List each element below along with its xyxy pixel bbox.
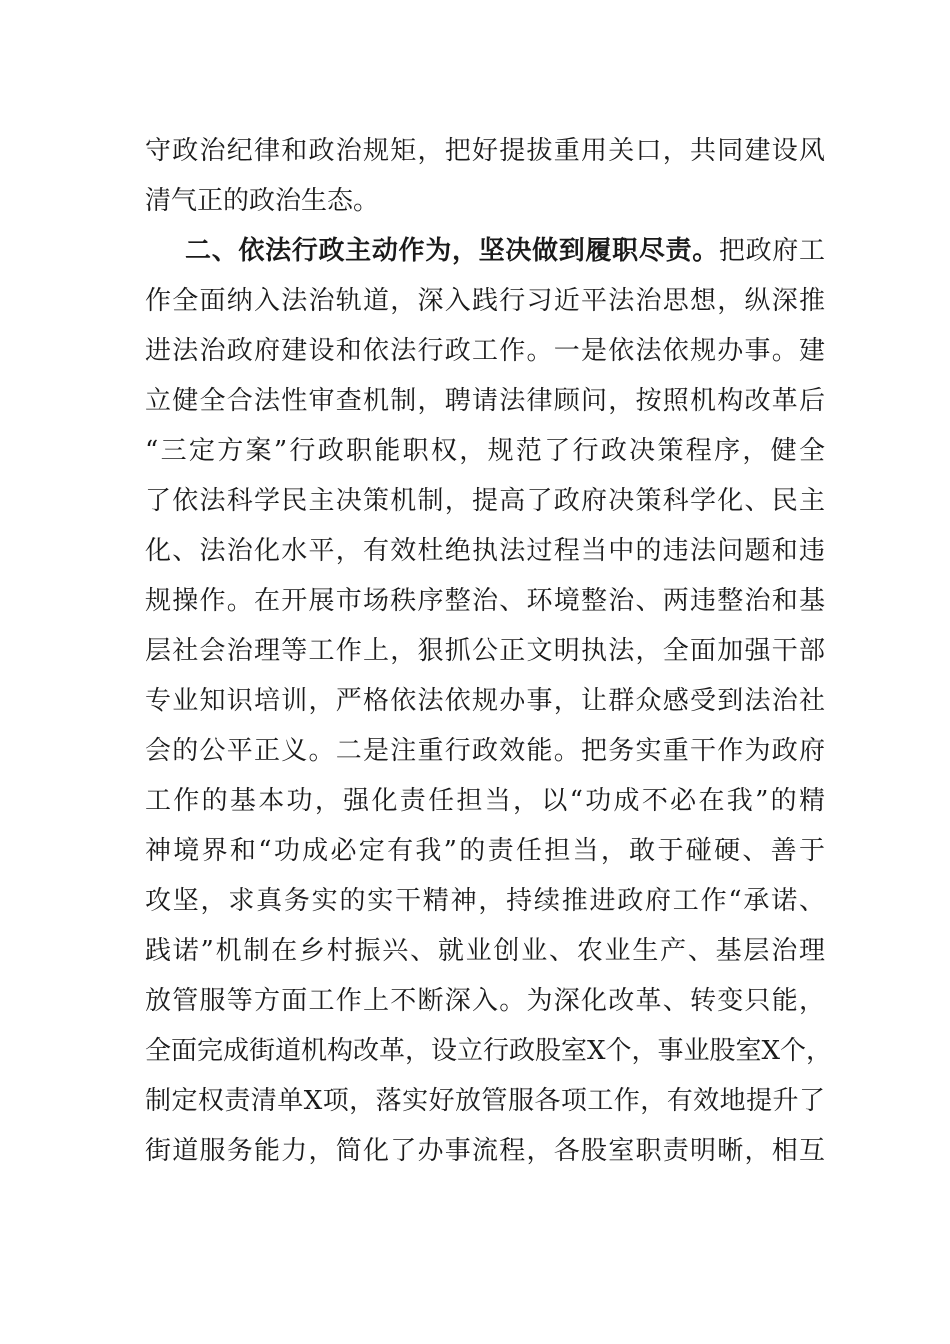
text-line: 进法治政府建设和依法行政工作。一是依法依规办事。建: [145, 336, 825, 366]
text-line: 会的公平正义。二是注重行政效能。把务实重干作为政府: [145, 736, 825, 766]
text-line: 工作的基本功，强化责任担当，以“功成不必在我”的精: [145, 786, 825, 816]
text-line: 攻坚，求真务实的实干精神，持续推进政府工作“承诺、: [145, 886, 825, 916]
text-line: 全面完成街道机构改革，设立行政股室X个，事业股室X个，: [145, 1036, 833, 1066]
text-line: 神境界和“功成必定有我”的责任担当，敢于碰硬、善于: [145, 836, 825, 866]
text-line: 立健全合法性审查机制，聘请法律顾问，按照机构改革后: [145, 386, 825, 416]
text-line: 作全面纳入法治轨道，深入践行习近平法治思想，纵深推: [145, 286, 825, 316]
text-line: 层社会治理等工作上，狠抓公正文明执法，全面加强干部: [145, 636, 825, 666]
text-line: “三定方案”行政职能职权，规范了行政决策程序，健全: [145, 436, 825, 466]
text-span: 把政府工: [718, 236, 825, 266]
document-body: [145, 126, 833, 1176]
text-line: 街道服务能力，简化了办事流程，各股室职责明晰，相互: [145, 1136, 825, 1166]
text-line: 制定权责清单X项，落实好放管服各项工作，有效地提升了: [145, 1086, 825, 1116]
section-heading: 二、依法行政主动作为，坚决做到履职尽责。: [185, 236, 719, 266]
text-line: [145, 226, 825, 276]
text-line: 专业知识培训，严格依法依规办事，让群众感受到法治社: [145, 686, 825, 716]
text-line: 规操作。在开展市场秩序整治、环境整治、两违整治和基: [145, 586, 825, 616]
text-line: 清气正的政治生态。: [145, 186, 380, 216]
text-line: 践诺”机制在乡村振兴、就业创业、农业生产、基层治理: [145, 936, 825, 966]
text-line: 放管服等方面工作上不断深入。为深化改革、转变只能，: [145, 986, 825, 1016]
text-line: 化、法治化水平，有效杜绝执法过程当中的违法问题和违: [145, 536, 825, 566]
text-line: 守政治纪律和政治规矩，把好提拔重用关口，共同建设风: [145, 136, 825, 166]
text-line: 了依法科学民主决策机制，提高了政府决策科学化、民主: [145, 486, 825, 516]
paragraph-2: [145, 226, 833, 1176]
paragraph-1: [145, 126, 825, 226]
